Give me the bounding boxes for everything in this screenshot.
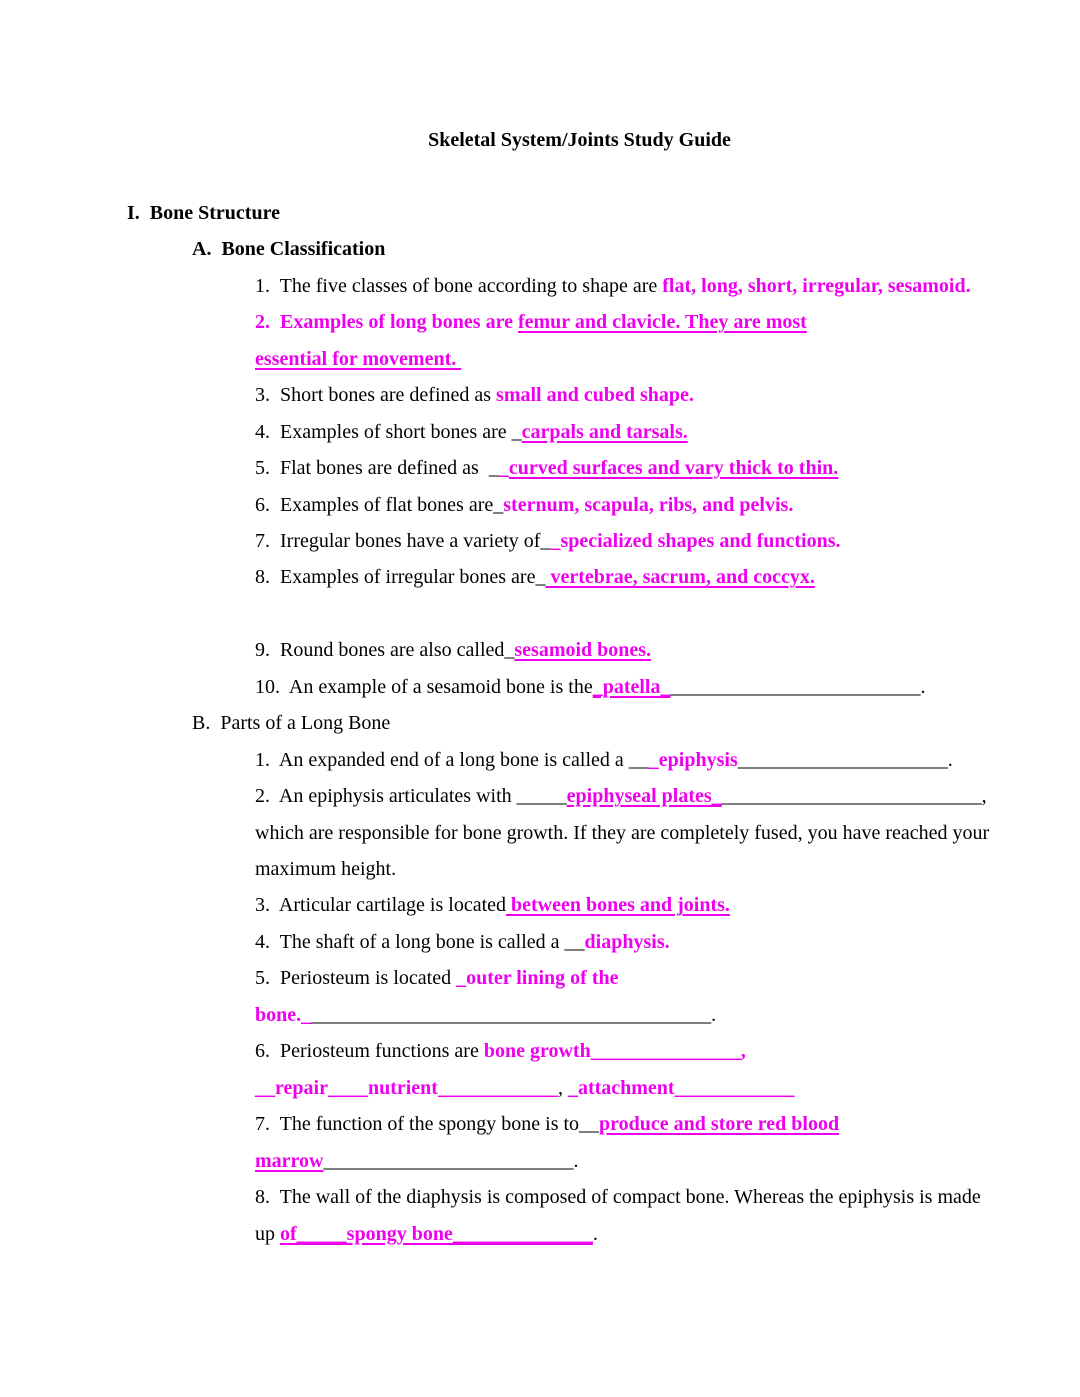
blank-line bbox=[127, 596, 1032, 632]
text-run: bone growth_______________, bbox=[483, 1040, 746, 1063]
document-title: Skeletal System/Joints Study Guide bbox=[428, 129, 731, 151]
text-line bbox=[127, 1033, 1032, 1069]
text-run: 7. Irregular bones have a variety of_ bbox=[255, 529, 551, 552]
text-line bbox=[127, 742, 1032, 778]
text-run: 3. Articular cartilage is located bbox=[255, 894, 507, 917]
text-line bbox=[127, 1070, 1032, 1106]
text-run: sesamoid bones. bbox=[514, 639, 652, 662]
text-line bbox=[127, 997, 1032, 1033]
text-run: produce and store red blood bbox=[599, 1113, 840, 1136]
text-run: 9. Round bones are also called_ bbox=[255, 639, 515, 662]
text-run: 1. An expanded end of a long bone is called a __ bbox=[255, 748, 649, 771]
text-line bbox=[127, 414, 1032, 450]
text-line bbox=[127, 450, 1032, 486]
text-line bbox=[127, 705, 1032, 741]
text-line bbox=[127, 778, 1032, 814]
text-run: small and cubed shape. bbox=[496, 384, 694, 407]
text-run: essential for movement. bbox=[255, 347, 462, 370]
text-run: _epiphysis bbox=[648, 748, 738, 771]
text-run: carpals and tarsals. bbox=[521, 420, 688, 443]
text-run: _patella_ bbox=[592, 675, 671, 698]
text-run: 8. Examples of irregular bones are_ bbox=[255, 566, 546, 589]
text-run: 8. The wall of the diaphysis is composed of compact bone. Whereas the epiphysis is made bbox=[255, 1186, 981, 1209]
text-run: curved surfaces and vary thick to thin. bbox=[508, 457, 839, 480]
text-run: diaphysis. bbox=[584, 930, 670, 953]
text-run: femur and clavicle. They are most bbox=[517, 311, 807, 334]
text-line bbox=[127, 341, 1032, 377]
text-line bbox=[127, 887, 1032, 923]
text-run: 5. Periosteum is located bbox=[255, 967, 457, 990]
text-run: up bbox=[255, 1222, 280, 1245]
text-run: I. Bone Structure bbox=[127, 201, 280, 224]
text-run: _specialized shapes and functions. bbox=[550, 529, 841, 552]
text-run: . bbox=[592, 1222, 598, 1245]
text-run: vertebrae, sacrum, and coccyx. bbox=[545, 566, 815, 589]
text-run: 6. Examples of flat bones are_ bbox=[255, 493, 504, 516]
text-run: _outer lining of the bbox=[456, 967, 619, 990]
text-run: 4. The shaft of a long bone is called a __ bbox=[255, 930, 585, 953]
text-line bbox=[127, 523, 1032, 559]
text-line bbox=[127, 815, 1032, 851]
text-run: 4. Examples of short bones are _ bbox=[255, 420, 522, 443]
text-line bbox=[127, 1179, 1032, 1215]
text-run: _ bbox=[498, 457, 509, 480]
text-line bbox=[127, 195, 1032, 231]
text-run: 3. Short bones are defined as bbox=[255, 384, 497, 407]
text-run: maximum height. bbox=[255, 858, 397, 881]
text-run: , bbox=[557, 1076, 568, 1099]
document-body bbox=[127, 158, 1032, 1252]
text-run: which are responsible for bone growth. If they are completely fused, you have reached your bbox=[255, 821, 990, 844]
text-run: _________________________. bbox=[670, 675, 926, 698]
text-run: 5. Flat bones are defined as _ bbox=[255, 457, 499, 480]
text-run: marrow bbox=[255, 1149, 324, 1172]
text-run: _____________________. bbox=[737, 748, 953, 771]
text-line bbox=[127, 632, 1032, 668]
text-run: 7. The function of the spongy bone is to__ bbox=[255, 1113, 600, 1136]
text-run: sternum, scapula, ribs, and pelvis. bbox=[503, 493, 794, 516]
text-line bbox=[127, 669, 1032, 705]
text-run: _________________________. bbox=[323, 1149, 579, 1172]
text-line bbox=[127, 851, 1032, 887]
text-run: _attachment____________ bbox=[567, 1076, 795, 1099]
blank-line bbox=[127, 158, 1032, 194]
text-line bbox=[127, 377, 1032, 413]
text-run: B. Parts of a Long Bone bbox=[192, 712, 391, 735]
text-line bbox=[127, 960, 1032, 996]
text-line bbox=[127, 268, 1032, 304]
text-run: 1. The five classes of bone according to shape are bbox=[255, 274, 663, 297]
text-run: __________________________, bbox=[721, 785, 987, 808]
text-run: 2. Examples of long bones are bbox=[255, 311, 518, 334]
text-run: ________________________________________. bbox=[311, 1003, 717, 1026]
text-run: between bones and joints. bbox=[506, 894, 730, 917]
text-run: flat, long, short, irregular, sesamoid. bbox=[662, 274, 971, 297]
text-run: 10. An example of a sesamoid bone is the bbox=[255, 675, 593, 698]
text-run: epiphyseal plates_ bbox=[566, 785, 722, 808]
text-run: 2. An epiphysis articulates with _____ bbox=[255, 785, 567, 808]
text-line bbox=[127, 1216, 1032, 1252]
text-line bbox=[127, 1106, 1032, 1142]
text-run: bone._ bbox=[255, 1003, 312, 1026]
text-run: __repair____nutrient____________ bbox=[255, 1076, 558, 1099]
text-line bbox=[127, 304, 1032, 340]
text-line bbox=[127, 559, 1032, 595]
text-run: A. Bone Classification bbox=[192, 238, 386, 261]
text-line bbox=[127, 487, 1032, 523]
text-run: of_____spongy bone______________ bbox=[280, 1222, 593, 1245]
text-line bbox=[127, 924, 1032, 960]
text-line bbox=[127, 1143, 1032, 1179]
text-run: 6. Periosteum functions are bbox=[255, 1040, 484, 1063]
text-line bbox=[127, 231, 1032, 267]
